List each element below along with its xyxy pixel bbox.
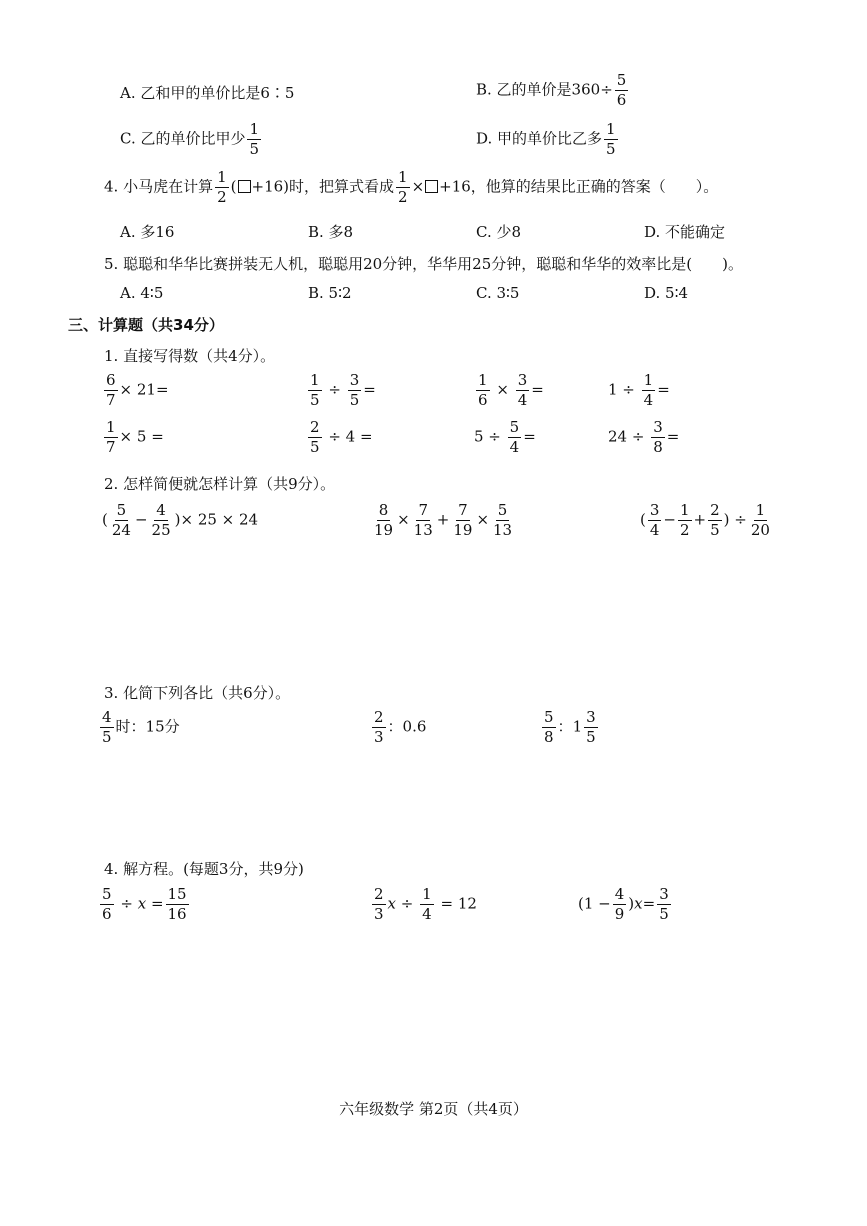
q3-option-c: C. 乙的单价比甲少 $\frac{1}{5}$	[120, 120, 260, 158]
fraction: $\frac{4}{5}$	[102, 708, 112, 746]
mental-math-item: 1 ÷ $\frac{1}{4}$ =	[608, 371, 670, 409]
fraction: $\frac{1}{4}$	[643, 371, 654, 409]
q5-option-c: C. 3∶5	[476, 284, 520, 302]
equation-3: (1 − $\frac{4}{9}$ )x= $\frac{3}{5}$	[578, 885, 669, 923]
q5-option-a: A. 4∶5	[120, 284, 164, 302]
fraction: $\frac{5}{8}$	[544, 708, 554, 746]
equation-2: $\frac{2}{3}$ x ÷ $\frac{1}{4}$ = 12	[374, 885, 477, 923]
fraction: $\frac{4}{25}$	[151, 501, 171, 539]
calc-expression-2: $\frac{8}{19}$ × $\frac{7}{13}$ + $\frac{7}{19}$ × $\frac{5}{13}$	[374, 501, 513, 539]
q4-option-d: D. 不能确定	[644, 223, 726, 241]
blank-box-icon	[238, 180, 251, 193]
fraction: $\frac{1}{5}$	[249, 120, 260, 158]
fraction: $\frac{1}{5}$	[310, 371, 320, 409]
fraction: $\frac{5}{6}$	[102, 885, 112, 923]
fraction: $\frac{1}{6}$	[478, 371, 488, 409]
ratio-item-2: $\frac{2}{3}$ ：0.6	[374, 708, 427, 746]
ratio-item-3: $\frac{5}{8}$ ：1 $\frac{3}{5}$	[544, 708, 596, 746]
mental-math-item: $\frac{1}{6}$ × $\frac{3}{4}$ =	[478, 371, 544, 409]
part-1-title: 1. 直接写得数（共4分）。	[104, 347, 276, 365]
calc-expression-1: ( $\frac{5}{24}$ − $\frac{4}{25}$ )× 25 × 24	[102, 501, 259, 539]
mental-math-item: $\frac{2}{5}$ ÷ 4 =	[310, 418, 373, 456]
fraction: $\frac{7}{19}$	[453, 501, 473, 539]
mental-math-item: $\frac{1}{7}$ × 5 =	[106, 418, 164, 456]
mental-math-item: $\frac{1}{5}$ ÷ $\frac{3}{5}$ =	[310, 371, 376, 409]
fraction: $\frac{7}{13}$	[413, 501, 433, 539]
part-3-title: 3. 化简下列各比（共6分）。	[104, 684, 291, 702]
calc-expression-3: ( $\frac{3}{4}$ − $\frac{1}{2}$ + $\frac{2}{5}$ ) ÷ $\frac{1}{20}$	[640, 501, 770, 539]
fraction: $\frac{15}{16}$	[167, 885, 187, 923]
fraction: $\frac{1}{2}$	[398, 168, 408, 206]
fraction: $\frac{1}{7}$	[106, 418, 116, 456]
question-4: 4. 小马虎在计算 $\frac{1}{2}$ ( +16)时，把算式看成 $\frac{1}{2}$ × +16，他算的结果比正确的答案（ ）。	[104, 168, 719, 206]
fraction: $\frac{2}{5}$	[310, 418, 320, 456]
fraction: $\frac{5}{24}$	[111, 501, 131, 539]
q4-option-c: C. 少8	[476, 223, 522, 241]
q4-option-a: A. 多16	[120, 223, 175, 241]
fraction: $\frac{6}{7}$	[106, 371, 116, 409]
fraction: $\frac{3}{5}$	[349, 371, 360, 409]
page-footer: 六年级数学 第2页（共4页）	[339, 1100, 528, 1118]
question-5: 5. 聪聪和华华比赛拼装无人机，聪聪用20分钟，华华用25分钟，聪聪和华华的效率比是( )。	[104, 255, 743, 273]
mental-math-item: $\frac{6}{7}$ × 21=	[106, 371, 169, 409]
q3-option-a: A. 乙和甲的单价比是6∶5	[120, 84, 295, 102]
fraction: $\frac{2}{3}$	[374, 885, 384, 923]
fraction: $\frac{1}{5}$	[606, 120, 616, 158]
q5-option-b: B. 5∶2	[308, 284, 352, 302]
fraction: $\frac{2}{5}$	[710, 501, 720, 539]
ratio-item-1: $\frac{4}{5}$ 时：15分	[102, 708, 180, 746]
q3-option-b: B. 乙的单价是360÷ $\frac{5}{6}$	[476, 71, 627, 109]
fraction: $\frac{3}{4}$	[517, 371, 528, 409]
fraction: $\frac{1}{20}$	[750, 501, 770, 539]
q4-option-b: B. 多8	[308, 223, 354, 241]
fraction: $\frac{3}{5}$	[659, 885, 669, 923]
part-4-title: 4. 解方程。(每题3分，共9分)	[104, 860, 304, 878]
equation-1: $\frac{5}{6}$ ÷ x = $\frac{15}{16}$	[102, 885, 187, 923]
fraction: $\frac{5}{4}$	[509, 418, 520, 456]
blank-box-icon	[425, 180, 438, 193]
mental-math-item: 24 ÷ $\frac{3}{8}$ =	[608, 418, 680, 456]
section-title: 三、计算题（共34分）	[68, 316, 224, 334]
part-2-title: 2. 怎样简便就怎样计算（共9分）。	[104, 475, 336, 493]
fraction: $\frac{2}{3}$	[374, 708, 384, 746]
fraction: $\frac{1}{2}$	[679, 501, 690, 539]
fraction: $\frac{8}{19}$	[374, 501, 394, 539]
fraction: $\frac{3}{5}$	[586, 708, 596, 746]
q3-option-d: D. 甲的单价比乙多 $\frac{1}{5}$	[476, 120, 616, 158]
mental-math-item: 5 ÷ $\frac{5}{4}$ =	[474, 418, 536, 456]
fraction: $\frac{5}{13}$	[493, 501, 513, 539]
fraction: $\frac{3}{4}$	[649, 501, 660, 539]
fraction: $\frac{1}{2}$	[217, 168, 227, 206]
fraction: $\frac{4}{9}$	[614, 885, 625, 923]
fraction: $\frac{5}{6}$	[616, 71, 627, 109]
fraction: $\frac{3}{8}$	[653, 418, 663, 456]
q5-option-d: D. 5∶4	[644, 284, 689, 302]
fraction: $\frac{1}{4}$	[422, 885, 432, 923]
